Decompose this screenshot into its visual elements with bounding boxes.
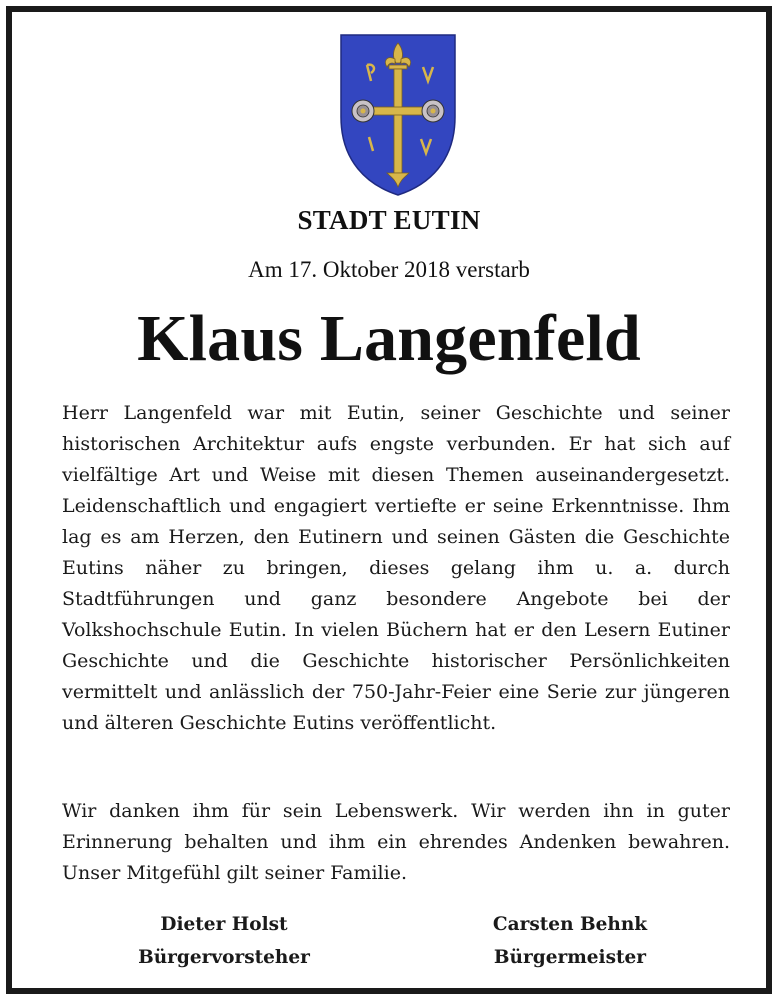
- deceased-name: Klaus Langenfeld: [137, 302, 641, 375]
- signatory-name: Dieter Holst: [160, 914, 288, 935]
- tribute-paragraph: Herr Langenfeld war mit Eutin, seiner Geschichte und seiner historischen Architektur aufs engste verbunden. Er hat sich auf vielfältige Art und Weise mit diesen Themen auseinandergesetzt. Leidenschaftlich und engagiert vertiefte er seine Erkenntnisse. Ihm lag es am Herzen, den Eutinern und seinen Gästen die Geschichte Eutins näher zu bringen, dieses gelang ihm u. a. durch Stadtführungen und ganz besondere Angebote bei der Volkshochschule Eutin. In vielen Büchern hat er den Lesern Eutiner Geschichte und die Geschichte historischer Persönlichkeiten vermittelt und anlässlich der 750-Jahr-Feier eine Serie zur jüngeren und älteren Geschichte Eutins veröffentlicht.: [62, 402, 730, 734]
- obituary-frame: [6, 6, 772, 994]
- city-heading: STADT EUTIN: [297, 205, 481, 235]
- condolence-paragraph: Wir danken ihm für sein Lebenswerk. Wir werden ihn in guter Erinnerung behalten und ihm ein ehrendes Andenken bewahren. Unser Mitgefühl gilt seiner Familie.: [62, 800, 730, 884]
- signatory-right: [450, 908, 690, 974]
- rose-icon-right: [422, 100, 444, 122]
- intro-line: Am 17. Oktober 2018 verstarb: [248, 257, 530, 282]
- signatory-name: Carsten Behnk: [492, 914, 648, 935]
- signatory-left: [104, 908, 344, 974]
- eutin-coat-of-arms-icon: [333, 29, 463, 199]
- rose-icon-left: [352, 100, 374, 122]
- signatory-title: Bürgervorsteher: [138, 947, 310, 968]
- signatory-title: Bürgermeister: [493, 947, 647, 968]
